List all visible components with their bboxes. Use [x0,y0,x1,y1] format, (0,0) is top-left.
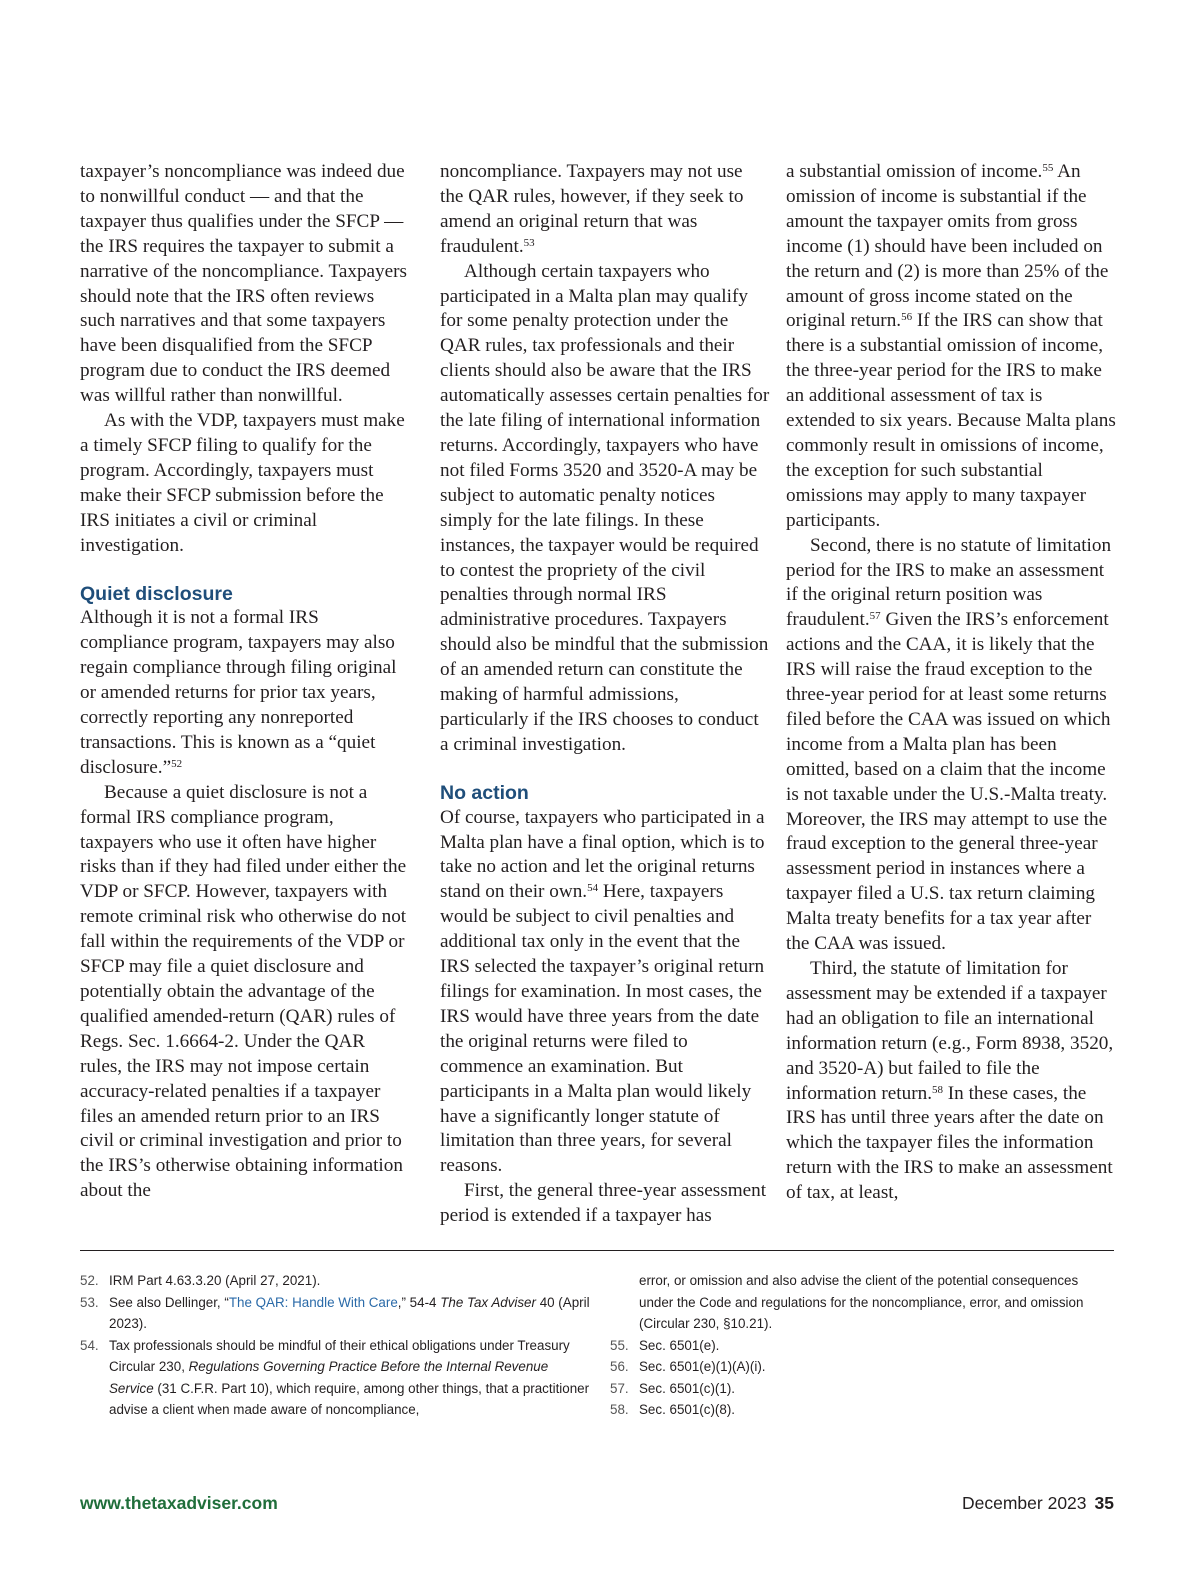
footnote-text: IRM Part 4.63.3.20 (April 27, 2021). [109,1273,321,1288]
paragraph-text: Of course, taxpayers who participated in a Malta plan have a final option, which is to take no action and let the original returns stand on their own. [440,806,765,903]
paragraph: Because a quiet disclosure is not a formal IRS compliance program, taxpayers who use it often have higher risks than if they had filed under either the VDP or SFCP. However, taxpayers with remote criminal risk who otherwise do not fall within the requirements of the VDP or SFCP may file a quiet disclosure and potentially obtain the advantage of the qualified amended-return (QAR) rules of Regs. Sec. 1.6664-2. Under the QAR rules, the IRS may not impose certain accuracy-related penalties if a taxpayer files an amended return prior to an IRS civil or criminal investigation and prior to the IRS’s otherwise obtaining information about the [80,781,407,1202]
footnote-ref-57: 57 [869,610,881,623]
paragraph-text: Third, the statute of limitation for assessment may be extended if a taxpayer had an obligation to file an international information return (e.g., Form 8938, 3520, and 3520-A) but failed to file the information return. [786,958,1114,1104]
footnote-53 [80,1292,590,1335]
paragraph: As with the VDP, taxpayers must make a timely SFCP filing to qualify for the program. Accordingly, taxpayers must make their SFCP submission before the IRS initiates a civil or criminal investigation. [80,410,405,556]
footnote-ref-53: 53 [523,236,535,249]
paragraph-text: Second, there is no statute of limitation period for the IRS to make an assessment if the original return position was fraudulent. [786,534,1112,631]
column-3 [786,160,1116,1206]
paragraph [786,534,1116,957]
footnote-text: (31 C.F.R. Part 10), which require, among other things, that a practitioner advise a client when made aware of noncompliance, [109,1380,590,1417]
footnote-text: ,” 54-4 [397,1294,441,1310]
page-number: 35 [1094,1493,1114,1513]
footnote-number: 54. [80,1337,99,1353]
footnote-57 [610,1378,1115,1400]
footnote-text: error, or omission and also advise the client of the potential consequences under the Code and regulations for the noncompliance, error, and omission (Circular 230, §10.21). [639,1273,1084,1331]
footnote-ref-56: 56 [901,311,913,324]
footnote-text: Sec. 6501(c)(8). [639,1402,736,1417]
footnote-58 [610,1399,1115,1421]
footnote-ref-54: 54 [587,882,599,895]
footnote-number: 57. [610,1380,629,1396]
section-heading-quiet-disclosure: Quiet disclosure [80,582,233,605]
paragraph-text: Given the IRS’s enforcement actions and the CAA, it is likely that the IRS will raise the fraud exception to the three-year period for at least some returns filed before the CAA was issued on which income from a Malta plan has been omitted, based on a claim that the income is not taxable under the U.S.-Malta treaty. Moreover, the IRS may attempt to use the fraud exception to the general three-year assessment period in instances where a taxpayer filed a U.S. tax return claiming Malta treaty benefits for a tax year after the CAA was issued. [786,609,1111,955]
article-link[interactable]: The QAR: Handle With Care [228,1294,398,1310]
paragraph-text: In these cases, the IRS has until three years after the date on which the taxpayer files the information return with the IRS to make an assessment of tax, at least, [786,1082,1113,1204]
paragraph-text: If the IRS can show that there is a substantial omission of income, the three-year period for the IRS to make an additional assessment of tax is extended to six years. Because Malta plans commonly result in omissions of income, the exception for such substantial omissions may apply to many taxpayer participants. [786,310,1116,531]
paragraph-text: Here, taxpayers would be subject to civil penalties and additional tax only in the event that the IRS selected the taxpayer’s original return filings for examination. In most cases, the IRS would have three years from the date the original returns were filed to commence an examination. But participants in a Malta plan would likely have a significantly longer statute of limitation than three years, for several reasons. [440,881,765,1177]
footnote-ref-58: 58 [932,1083,943,1096]
paragraph [440,806,770,1180]
paragraph: taxpayer’s noncompliance was indeed due to nonwillful conduct — and that the taxpayer thus qualifies under the SFCP — the IRS requires the taxpayer to submit a narrative of the noncompliance. Taxpayers should note that the IRS often reviews such narratives and that some taxpayers have been disqualified from the SFCP program due to conduct the IRS deemed was willful rather than nonwillful. [80,161,408,407]
footnote-number: 56. [610,1359,629,1374]
paragraph [440,160,770,260]
footnotes-right [610,1270,1115,1421]
footnote-text: Tax professionals should be mindful of their ethical obligations under Treasury Circular 230, [109,1337,570,1374]
footnote-number: 52. [80,1273,99,1288]
paragraph [786,160,1116,534]
footnote-ref-55: 55 [1042,162,1054,174]
paragraph-text: a substantial omission of income. [786,161,1043,182]
footnote-ref-52: 52 [171,757,183,770]
footnote-56 [610,1356,1115,1378]
column-2 [440,160,770,1229]
footnote-number: 53. [80,1294,99,1310]
website-link[interactable]: www.thetaxadviser.com [80,1493,278,1513]
page-footer [962,1493,1114,1514]
footnote-54-continued [610,1270,1115,1335]
paragraph [786,957,1116,1206]
footnote-text: See also Dellinger, “ [109,1294,229,1310]
footnote-divider [80,1250,1114,1251]
footnotes-left [80,1270,590,1421]
footnote-55 [610,1335,1115,1357]
paragraph: First, the general three-year assessment period is extended if a taxpayer has [440,1180,767,1227]
footnote-text: Sec. 6501(c)(1). [639,1380,736,1396]
footnote-text: Sec. 6501(e). [639,1337,720,1353]
issue-date: December 2023 [962,1493,1087,1513]
column-1 [80,160,410,1204]
paragraph-text: An omission of income is substantial if the amount the taxpayer omits from gross income (1) should have been included on the return and (2) is more than 25% of the amount of gross income stated on the original return. [786,161,1109,332]
paragraph-text: noncompliance. Taxpayers may not use the QAR rules, however, if they seek to amend an original return that was fraudulent. [440,161,744,257]
footnote-text: 40 (April 2023). [109,1294,590,1331]
footnote-text: Sec. 6501(e)(1)(A)(i). [639,1359,766,1374]
regulation-title: Regulations Governing Practice Before the Internal Revenue Service [109,1359,549,1396]
footnote-number: 58. [610,1402,629,1417]
footnote-number: 55. [610,1337,629,1353]
journal-title: The Tax Adviser [440,1294,536,1310]
footnote-52 [80,1270,590,1292]
paragraph-text: Although it is not a formal IRS compliance program, taxpayers may also regain compliance through filing original or amended returns for prior tax years, correctly reporting any nonreported transactions. This is known as a “quiet disclosure.” [80,607,397,778]
section-heading-no-action: No action [440,781,529,804]
footnote-54 [80,1335,590,1421]
paragraph [80,606,410,780]
paragraph: Although certain taxpayers who participated in a Malta plan may qualify for some penalty protection under the QAR rules, tax professionals and their clients should also be aware that the IRS automatically assesses certain penalties for the late filing of international information returns. Accordingly, taxpayers who have not filed Forms 3520 and 3520-A may be subject to automatic penalty notices simply for the late filings. In these instances, the taxpayer would be required to contest the propriety of the civil penalties through normal IRS administrative procedures. Taxpayers should also be mindful that the submission of an amended return can constitute the making of harmful admissions, particularly if the IRS chooses to conduct a criminal investigation. [440,260,770,755]
